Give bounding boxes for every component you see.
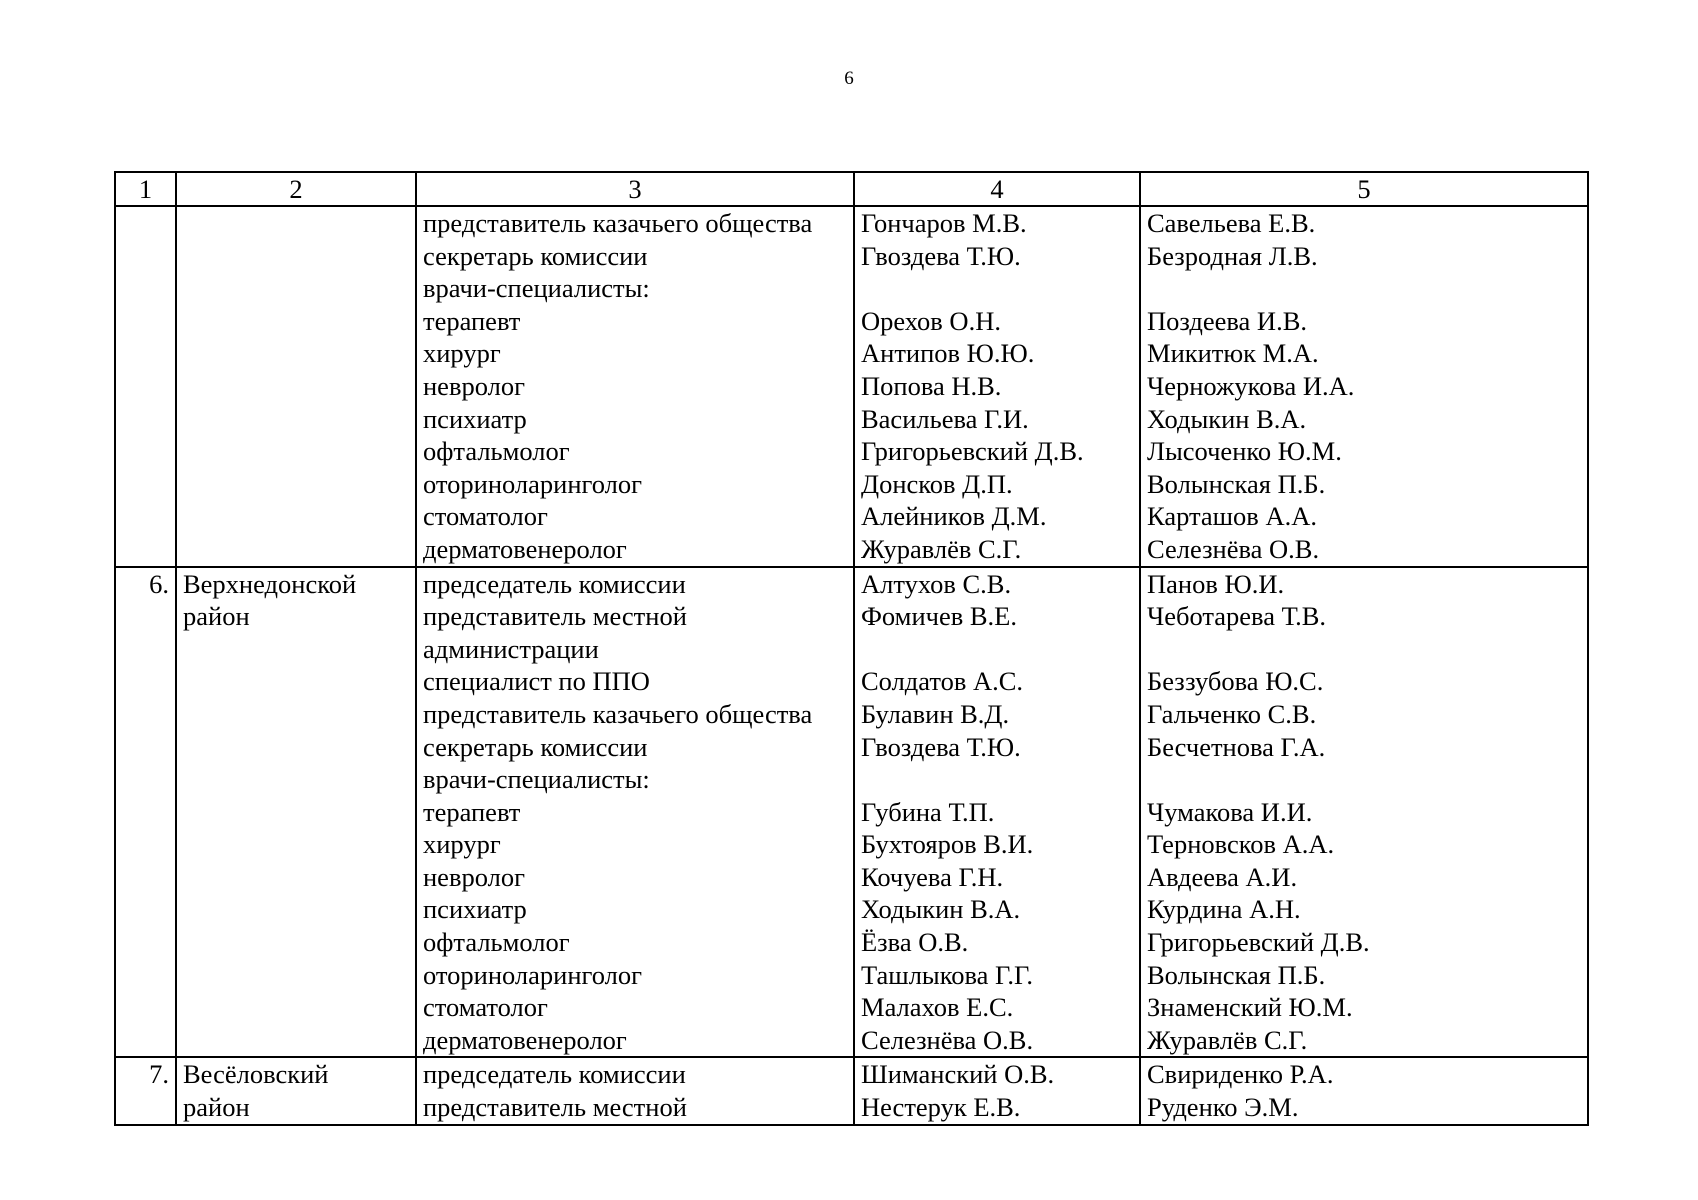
table-row [115,305,1588,338]
member-reserve: Журавлёв С.Г. [1140,1024,1588,1058]
district-name [176,468,416,501]
district-name [176,500,416,533]
row-number [115,665,176,698]
member-role: дерматовенеролог [416,1024,854,1058]
member-role: терапевт [416,796,854,829]
district-name [176,533,416,567]
table-row [115,665,1588,698]
commission-table [114,171,1589,1126]
member-reserve [1140,633,1588,666]
table-row [115,861,1588,894]
member-role: представитель казачьего общества [416,206,854,240]
row-number [115,533,176,567]
member-role: администрации [416,633,854,666]
row-number [115,633,176,666]
member-reserve: Чумакова И.И. [1140,796,1588,829]
member-role: секретарь комиссии [416,731,854,764]
member-role: председатель комиссии [416,567,854,601]
district-name [176,861,416,894]
member-role: невролог [416,861,854,894]
member-reserve [1140,272,1588,305]
member-main: Васильева Г.И. [854,403,1140,436]
member-reserve: Лысоченко Ю.М. [1140,435,1588,468]
district-name [176,240,416,273]
row-number [115,240,176,273]
member-main: Попова Н.В. [854,370,1140,403]
member-role: офтальмолог [416,926,854,959]
table-row [115,435,1588,468]
row-number [115,796,176,829]
member-main: Селезнёва О.В. [854,1024,1140,1058]
header-col-4: 4 [854,172,1140,206]
member-main: Булавин В.Д. [854,698,1140,731]
member-reserve: Беззубова Ю.С. [1140,665,1588,698]
header-col-3: 3 [416,172,854,206]
table-row [115,991,1588,1024]
table-row [115,500,1588,533]
row-number [115,370,176,403]
member-role: психиатр [416,403,854,436]
header-col-2: 2 [176,172,416,206]
row-number [115,763,176,796]
district-name [176,272,416,305]
member-role: представитель казачьего общества [416,698,854,731]
district-name [176,991,416,1024]
member-reserve: Черножукова И.А. [1140,370,1588,403]
member-reserve [1140,763,1588,796]
member-main: Солдатов А.С. [854,665,1140,698]
row-number [115,861,176,894]
page-number: 6 [844,68,854,89]
member-main: Алейников Д.М. [854,500,1140,533]
district-name [176,633,416,666]
member-role: хирург [416,337,854,370]
member-main: Ташлыкова Г.Г. [854,959,1140,992]
member-reserve: Волынская П.Б. [1140,468,1588,501]
member-reserve: Савельева Е.В. [1140,206,1588,240]
member-reserve: Волынская П.Б. [1140,959,1588,992]
district-name [176,796,416,829]
table-row [115,796,1588,829]
member-role: стоматолог [416,991,854,1024]
district-name [176,893,416,926]
member-main: Гвоздева Т.Ю. [854,240,1140,273]
member-role: врачи-специалисты: [416,763,854,796]
table-row [115,600,1588,633]
table-row [115,567,1588,601]
table-row [115,731,1588,764]
member-main: Антипов Ю.Ю. [854,337,1140,370]
member-reserve: Безродная Л.В. [1140,240,1588,273]
member-reserve: Терновсков А.А. [1140,828,1588,861]
district-name [176,305,416,338]
district-name: район [176,1091,416,1125]
table-row [115,828,1588,861]
member-main: Нестерук Е.В. [854,1091,1140,1125]
member-main: Алтухов С.В. [854,567,1140,601]
member-main: Гвоздева Т.Ю. [854,731,1140,764]
member-main: Фомичев В.Е. [854,600,1140,633]
row-number: 7. [115,1057,176,1091]
row-number [115,1091,176,1125]
member-reserve: Свириденко Р.А. [1140,1057,1588,1091]
district-name [176,698,416,731]
member-reserve: Знаменский Ю.М. [1140,991,1588,1024]
row-number [115,403,176,436]
member-role: специалист по ППО [416,665,854,698]
member-reserve: Чеботарева Т.В. [1140,600,1588,633]
member-reserve: Ходыкин В.А. [1140,403,1588,436]
member-main: Журавлёв С.Г. [854,533,1140,567]
row-number: 6. [115,567,176,601]
member-role: стоматолог [416,500,854,533]
member-reserve: Григорьевский Д.В. [1140,926,1588,959]
member-role: невролог [416,370,854,403]
district-name [176,206,416,240]
member-role: оториноларинголог [416,468,854,501]
member-reserve: Бесчетнова Г.А. [1140,731,1588,764]
row-number [115,435,176,468]
row-number [115,991,176,1024]
member-role: терапевт [416,305,854,338]
row-number [115,468,176,501]
member-main: Донсков Д.П. [854,468,1140,501]
row-number [115,272,176,305]
district-name [176,403,416,436]
row-number [115,698,176,731]
district-name [176,337,416,370]
table-row [115,893,1588,926]
row-number [115,337,176,370]
header-row [115,172,1588,206]
header-col-1: 1 [115,172,176,206]
table-row [115,959,1588,992]
district-name [176,731,416,764]
table-row [115,926,1588,959]
district-name [176,370,416,403]
table-row [115,240,1588,273]
member-reserve: Авдеева А.И. [1140,861,1588,894]
district-name: Весёловский [176,1057,416,1091]
table-row [115,403,1588,436]
table-row [115,272,1588,305]
table-row [115,763,1588,796]
district-name: Верхнедонской [176,567,416,601]
district-name [176,665,416,698]
member-main: Кочуева Г.Н. [854,861,1140,894]
table-row [115,1024,1588,1058]
table-row [115,698,1588,731]
member-main: Шиманский О.В. [854,1057,1140,1091]
member-reserve: Карташов А.А. [1140,500,1588,533]
member-role: врачи-специалисты: [416,272,854,305]
row-number [115,926,176,959]
member-reserve: Поздеева И.В. [1140,305,1588,338]
member-main: Григорьевский Д.В. [854,435,1140,468]
member-role: офтальмолог [416,435,854,468]
member-role: оториноларинголог [416,959,854,992]
district-name [176,435,416,468]
member-main: Орехов О.Н. [854,305,1140,338]
district-name [176,763,416,796]
district-name [176,828,416,861]
row-number [115,731,176,764]
row-number [115,500,176,533]
member-main: Губина Т.П. [854,796,1140,829]
table-row [115,468,1588,501]
table-row [115,1091,1588,1125]
member-main: Ходыкин В.А. [854,893,1140,926]
member-role: психиатр [416,893,854,926]
member-reserve: Селезнёва О.В. [1140,533,1588,567]
member-role: председатель комиссии [416,1057,854,1091]
table-row [115,337,1588,370]
table-row [115,533,1588,567]
member-main: Бухтояров В.И. [854,828,1140,861]
district-name: район [176,600,416,633]
district-name [176,926,416,959]
row-number [115,828,176,861]
row-number [115,893,176,926]
member-role: секретарь комиссии [416,240,854,273]
table-row [115,1057,1588,1091]
member-main [854,272,1140,305]
member-main: Ёзва О.В. [854,926,1140,959]
row-number [115,959,176,992]
row-number [115,206,176,240]
member-main: Малахов Е.С. [854,991,1140,1024]
member-reserve: Панов Ю.И. [1140,567,1588,601]
table-row [115,633,1588,666]
row-number [115,1024,176,1058]
member-role: хирург [416,828,854,861]
district-name [176,1024,416,1058]
member-reserve: Руденко Э.М. [1140,1091,1588,1125]
member-role: дерматовенеролог [416,533,854,567]
member-reserve: Микитюк М.А. [1140,337,1588,370]
member-reserve: Курдина А.Н. [1140,893,1588,926]
district-name [176,959,416,992]
member-main: Гончаров М.В. [854,206,1140,240]
member-role: представитель местной [416,600,854,633]
table-row [115,206,1588,240]
header-col-5: 5 [1140,172,1588,206]
row-number [115,305,176,338]
member-role: представитель местной [416,1091,854,1125]
member-main [854,633,1140,666]
table-row [115,370,1588,403]
member-reserve: Гальченко С.В. [1140,698,1588,731]
member-main [854,763,1140,796]
row-number [115,600,176,633]
